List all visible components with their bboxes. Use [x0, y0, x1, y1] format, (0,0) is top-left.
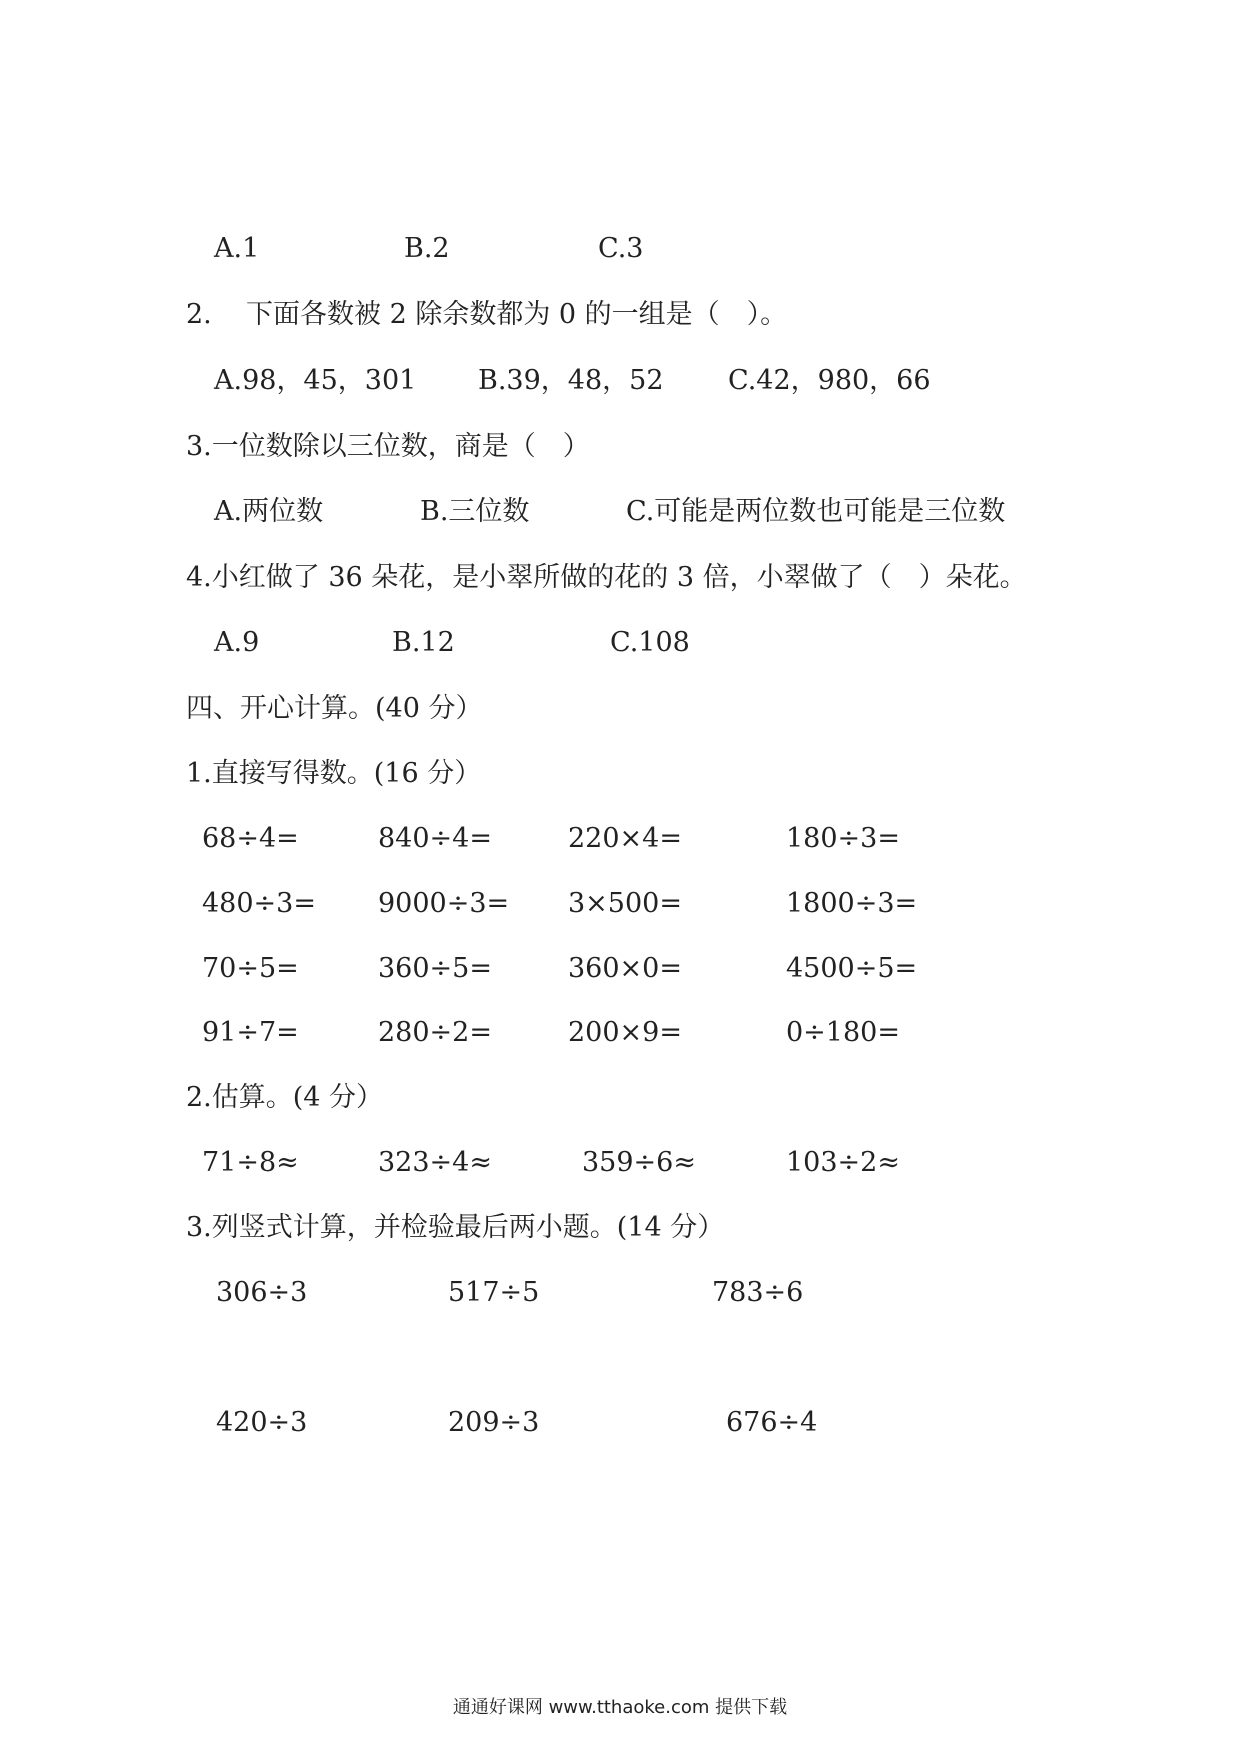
q2-text: 下面各数被 2 除余数都为 0 的一组是（ ）。 [246, 299, 788, 330]
q3-option-a: A.两位数 [214, 496, 324, 527]
calc-item: 360×0= [568, 953, 682, 984]
q4-option-a: A.9 [214, 627, 260, 658]
q2-option-c: C.42，980，66 [728, 365, 931, 396]
calc-item: 0÷180= [786, 1017, 900, 1048]
vertical-calc-item: 783÷6 [712, 1277, 804, 1308]
calc-item: 840÷4= [378, 823, 492, 854]
part3-title: 3.列竖式计算，并检验最后两小题。(14 分） [186, 1212, 725, 1243]
q4-option-c: C.108 [610, 627, 690, 658]
page-footer: 通通好课网 www.tthaoke.com 提供下载 [452, 1697, 788, 1718]
calc-item: 220×4= [568, 823, 682, 854]
calc-item: 1800÷3= [786, 888, 918, 919]
vertical-calc-item: 676÷4 [726, 1407, 818, 1438]
estimate-item: 323÷4≈ [378, 1147, 492, 1178]
q1-option-c: C.3 [598, 233, 644, 264]
calc-item: 3×500= [568, 888, 682, 919]
q2-number: 2. [186, 299, 212, 330]
vertical-calc-item: 209÷3 [448, 1407, 540, 1438]
vertical-calc-item: 306÷3 [216, 1277, 308, 1308]
vertical-calc-item: 517÷5 [448, 1277, 540, 1308]
calc-item: 91÷7= [202, 1017, 299, 1048]
calc-item: 360÷5= [378, 953, 492, 984]
calc-item: 68÷4= [202, 823, 299, 854]
section-title: 四、开心计算。(40 分） [186, 693, 483, 724]
q3-option-c: C.可能是两位数也可能是三位数 [626, 496, 1006, 527]
calc-item: 9000÷3= [378, 888, 510, 919]
calc-item: 480÷3= [202, 888, 316, 919]
q4-text: 4.小红做了 36 朵花，是小翠所做的花的 3 倍，小翠做了（ ）朵花。 [186, 562, 1027, 593]
calc-item: 4500÷5= [786, 953, 918, 984]
q1-option-b: B.2 [404, 233, 450, 264]
estimate-item: 103÷2≈ [786, 1147, 900, 1178]
estimate-item: 359÷6≈ [582, 1147, 696, 1178]
q4-option-b: B.12 [392, 627, 455, 658]
q3-option-b: B.三位数 [420, 496, 530, 527]
vertical-calc-item: 420÷3 [216, 1407, 308, 1438]
calc-item: 280÷2= [378, 1017, 492, 1048]
part2-title: 2.估算。(4 分） [186, 1082, 384, 1113]
calc-item: 200×9= [568, 1017, 682, 1048]
calc-item: 180÷3= [786, 823, 900, 854]
q1-option-a: A.1 [214, 233, 260, 264]
q2-option-a: A.98，45，301 [214, 365, 417, 396]
q3-text: 3.一位数除以三位数，商是（ ） [186, 431, 590, 462]
calc-item: 70÷5= [202, 953, 299, 984]
part1-title: 1.直接写得数。(16 分） [186, 758, 482, 789]
q2-option-b: B.39，48，52 [478, 365, 664, 396]
estimate-item: 71÷8≈ [202, 1147, 299, 1178]
